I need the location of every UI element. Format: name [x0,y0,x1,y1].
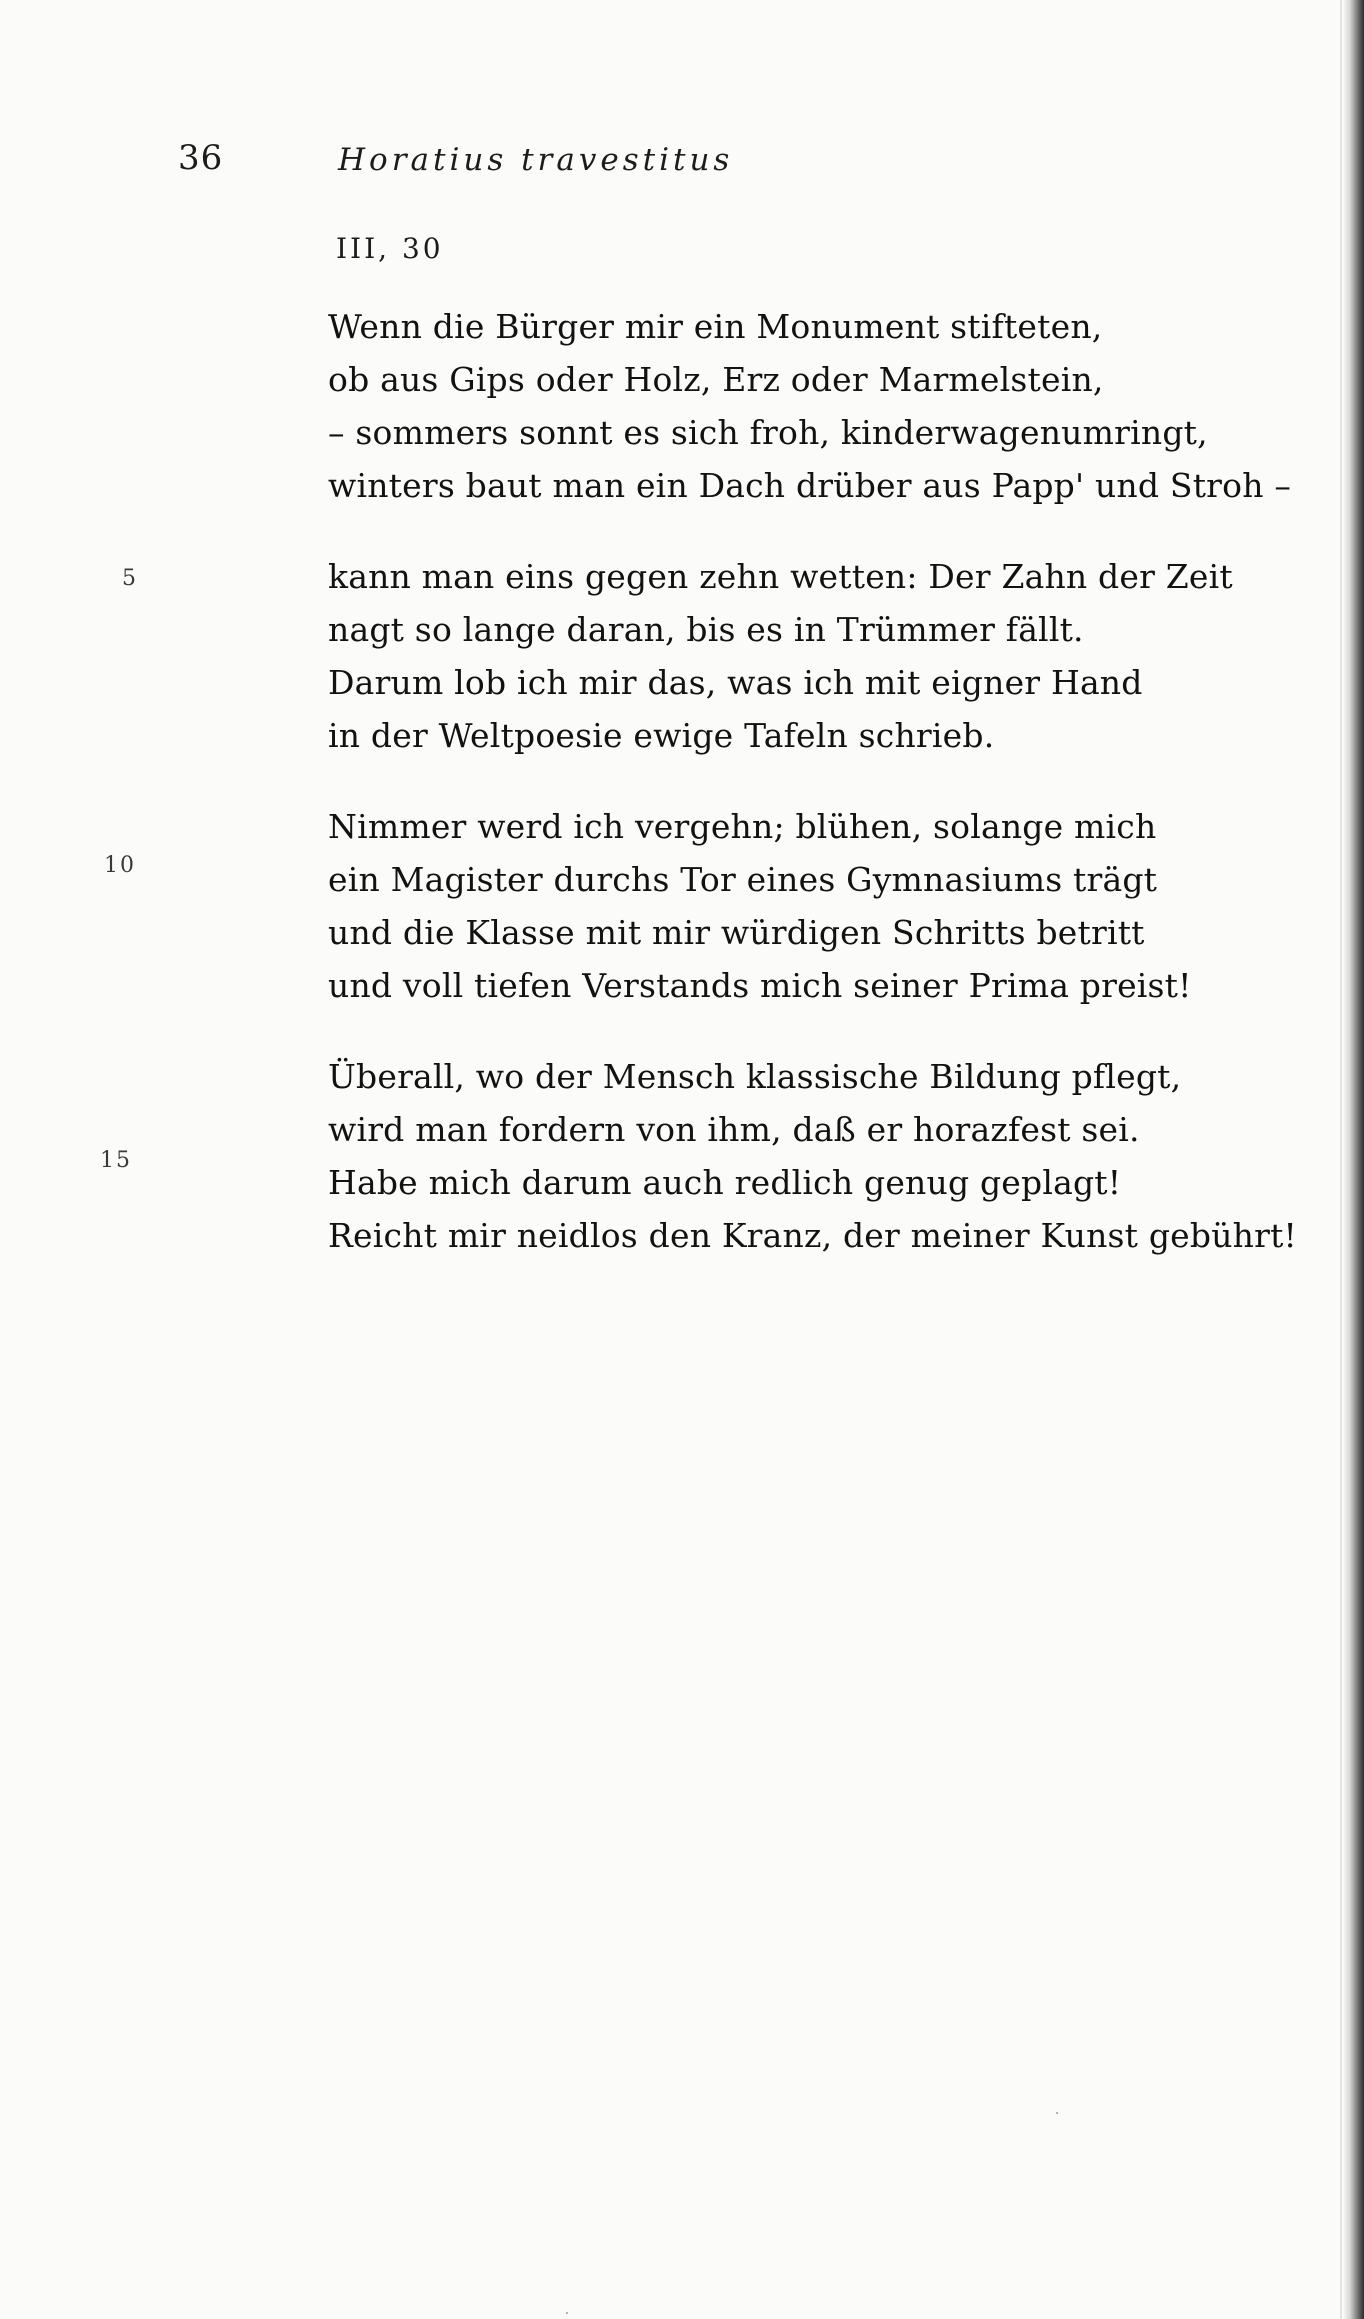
page-number: 36 [178,138,224,178]
poem-number: III, 30 [336,232,444,265]
poem-body [328,300,1328,1300]
line-number-5: 5 [122,566,138,591]
verse-line-8: in der Weltpoesie ewige Tafeln schrieb. [328,716,995,755]
verse-line-10: ein Magister durchs Tor eines Gymnasiums trägt [328,860,1158,899]
verse-line-4: winters baut man ein Dach drüber aus Papp' und Stroh – [328,466,1292,505]
verse-line-6: nagt so lange daran, bis es in Trümmer fällt. [328,610,1084,649]
running-title: Horatius travestitus [338,142,734,178]
stanza-1 [328,300,1328,512]
verse-line-13: Überall, wo der Mensch klassische Bildung pflegt, [328,1057,1182,1096]
line-number-10: 10 [104,853,136,878]
paper-speck [566,2312,568,2314]
page-binding-edge [1342,0,1364,2319]
verse-line-9: Nimmer werd ich vergehn; blühen, solange mich [328,807,1157,846]
verse-line-16: Reicht mir neidlos den Kranz, der meiner Kunst gebührt! [328,1216,1297,1255]
paper-speck [1056,2112,1058,2114]
verse-line-12: und voll tiefen Verstands mich seiner Prima preist! [328,966,1192,1005]
stanza-3 [328,800,1328,1012]
verse-line-5: kann man eins gegen zehn wetten: Der Zahn der Zeit [328,557,1233,596]
verse-line-7: Darum lob ich mir das, was ich mit eigner Hand [328,663,1143,702]
line-number-15: 15 [100,1148,132,1173]
verse-line-11: und die Klasse mit mir würdigen Schritts betritt [328,913,1145,952]
verse-line-2: ob aus Gips oder Holz, Erz oder Marmelstein, [328,360,1104,399]
verse-line-1: Wenn die Bürger mir ein Monument stifteten, [328,307,1103,346]
stanza-4 [328,1050,1328,1262]
verse-line-14: wird man fordern von ihm, daß er horazfest sei. [328,1110,1140,1149]
verse-line-15: Habe mich darum auch redlich genug geplagt! [328,1163,1122,1202]
verse-line-3: – sommers sonnt es sich froh, kinderwagenumringt, [328,413,1208,452]
stanza-2 [328,550,1328,762]
